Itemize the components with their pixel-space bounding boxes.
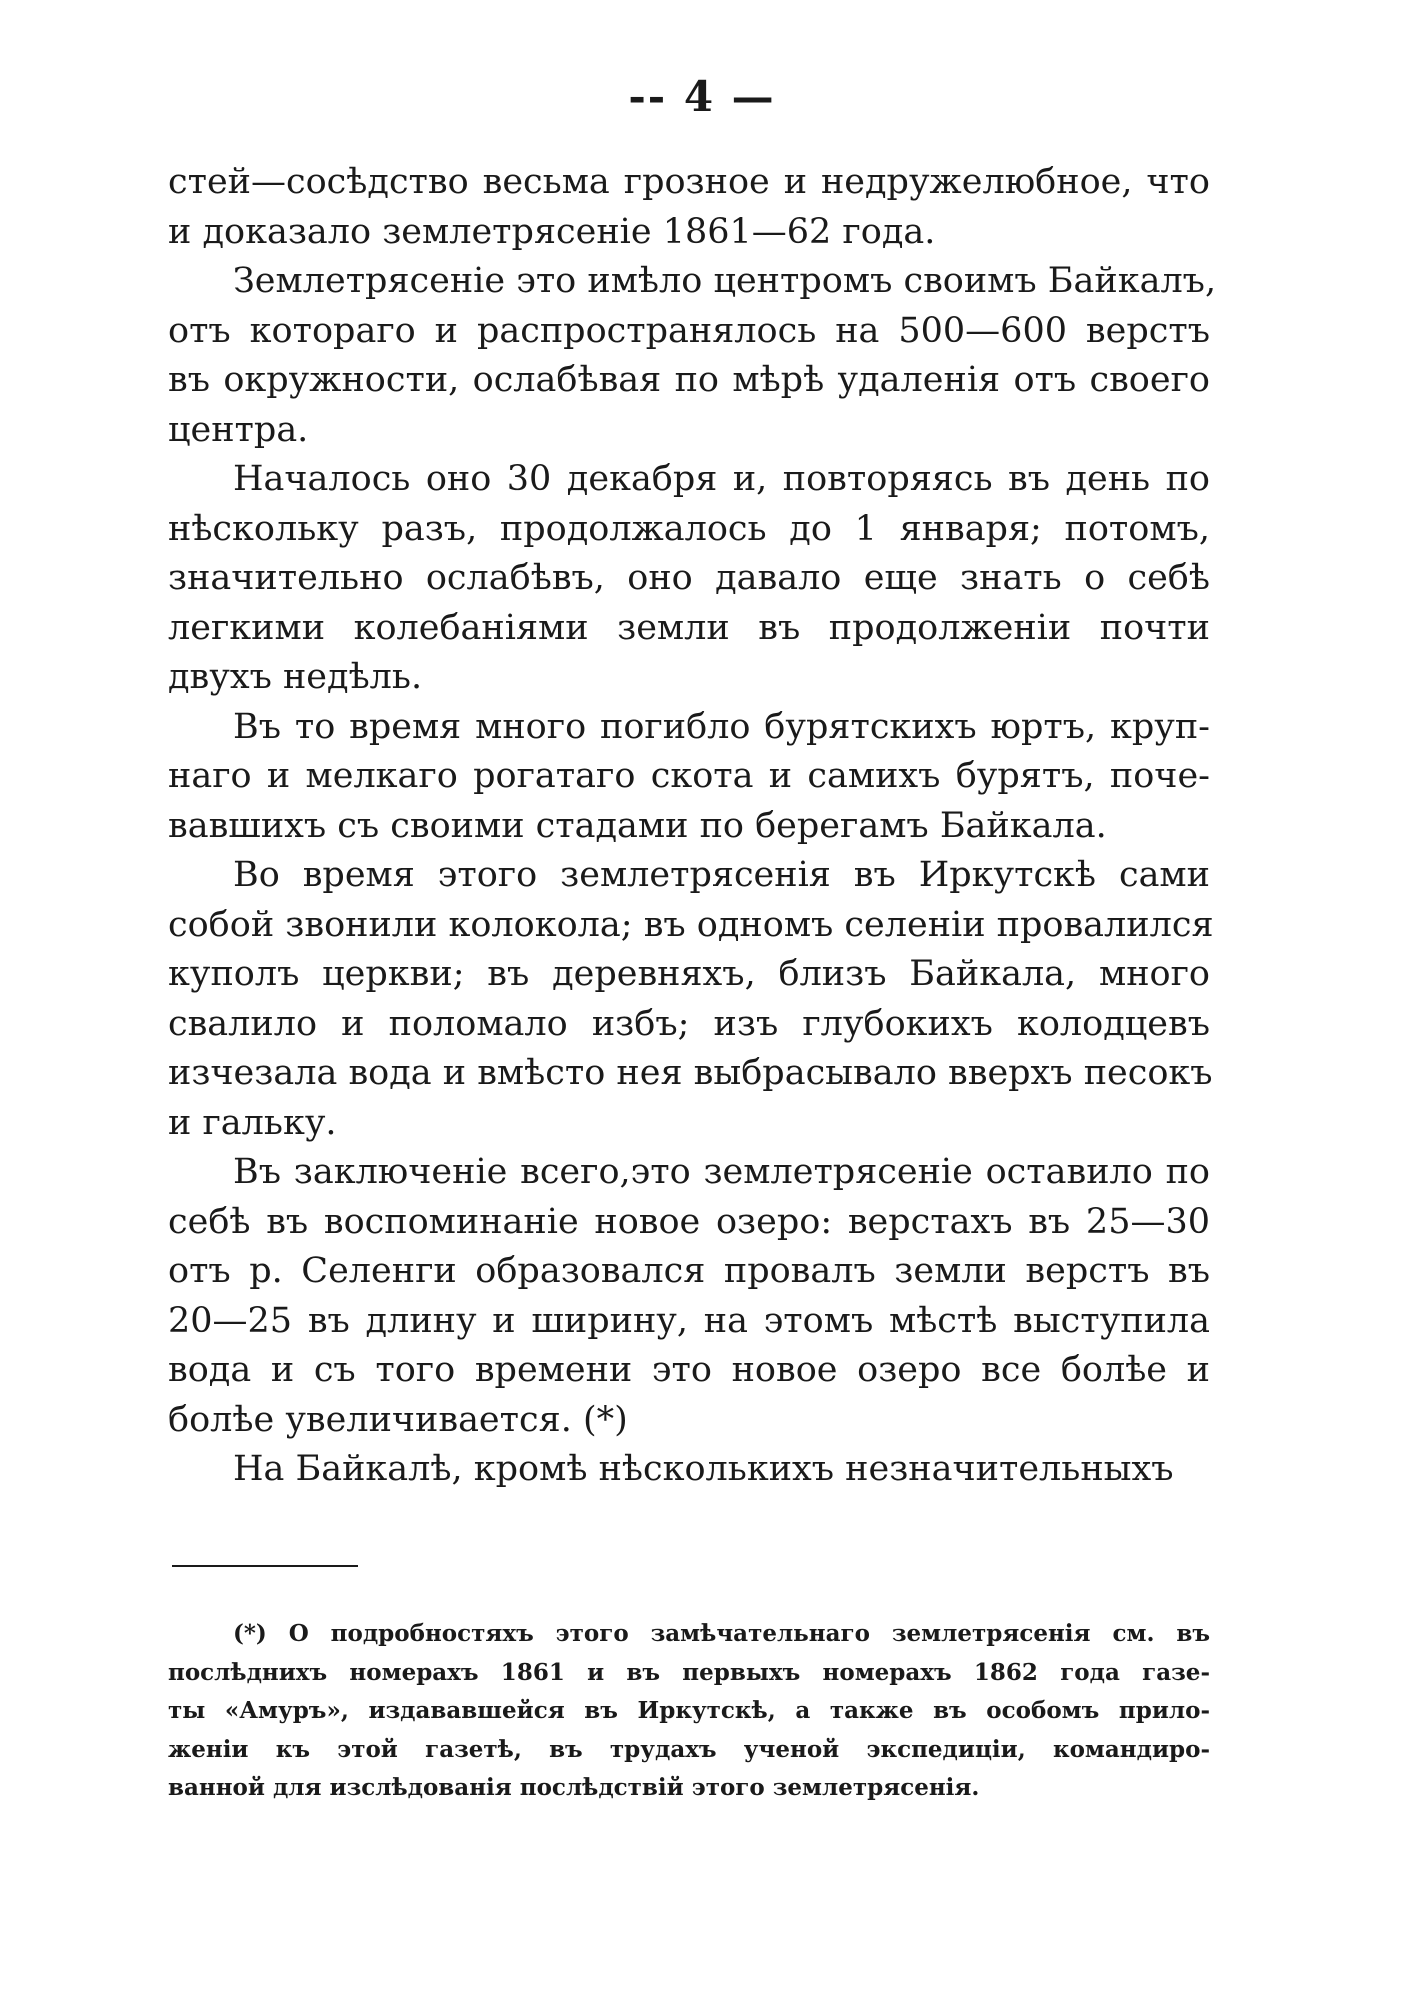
body-text (168, 158, 1217, 1495)
text-line: себѣ въ воспоминаніе новое озеро: верстахъ въ 25—30 (168, 1201, 1210, 1242)
text-line: Въ то время много погибло бурятскихъ юртъ, круп- (233, 706, 1210, 747)
text-line: изчезала вода и вмѣсто нея выбрасывало вверхъ песокъ (168, 1053, 1213, 1093)
text-line: въ окружности, ослабѣвая по мѣрѣ удаленія отъ своего (168, 360, 1210, 400)
footnote-line: (*) О подробностяхъ этого замѣчательнаго землетрясенія см. въ (233, 1620, 1210, 1647)
text-line: куполъ церкви; въ деревняхъ, близъ Байкала, много (168, 954, 1210, 994)
text-line: 20—25 въ длину и ширину, на этомъ мѣстѣ выступила (168, 1300, 1210, 1341)
text-line: болѣе увеличивается. (*) (168, 1399, 628, 1440)
paragraph (168, 1445, 1210, 1495)
paragraph (168, 703, 1210, 852)
text-line: нѣскольку разъ, продолжалось до 1 января; потомъ, (168, 508, 1210, 549)
footnote-line: послѣднихъ номерахъ 1861 и въ первыхъ номерахъ 1862 года газе- (168, 1658, 1210, 1686)
text-line: вода и съ того времени это новое озеро все болѣе и (168, 1350, 1210, 1390)
footnote-line: ванной для изслѣдованія послѣдствій этого землетрясенія. (168, 1774, 980, 1802)
footnote-rule (172, 1565, 358, 1567)
text-line: наго и мелкаго рогатаго скота и самихъ бурятъ, поче- (168, 756, 1210, 796)
paragraph (168, 851, 1214, 1148)
text-line: отъ р. Селенги образовался провалъ земли верстъ въ (168, 1251, 1210, 1291)
paragraph (168, 158, 1210, 257)
paragraph (168, 257, 1217, 455)
footnote (168, 1615, 1210, 1808)
paragraph (168, 1148, 1210, 1445)
paragraph (168, 455, 1210, 703)
text-line: Въ заключеніе всего,это землетрясеніе оставило по (233, 1152, 1210, 1192)
text-line: Началось оно 30 декабря и, повторяясь въ день по (233, 459, 1210, 499)
footnote-line: женіи къ этой газетѣ, въ трудахъ ученой экспедиціи, командиро- (168, 1735, 1210, 1763)
text-line: отъ котораго и распространялось на 500—600 верстъ (168, 310, 1210, 351)
text-line: собой звонили колокола; въ одномъ селеніи провалился (168, 904, 1214, 945)
text-line: вавшихъ съ своими стадами по берегамъ Байкала. (168, 805, 1107, 846)
text-line: центра. (168, 409, 309, 450)
text-line: свалило и поломало избъ; изъ глубокихъ колодцевъ (168, 1003, 1210, 1044)
page-number: -- 4 — (628, 72, 776, 121)
text-line: Землетрясеніе это имѣло центромъ своимъ Байкалъ, (233, 261, 1217, 301)
text-line: Во время этого землетрясенія въ Иркутскѣ сами (233, 855, 1210, 895)
text-line: значительно ослабѣвъ, оно давало еще знать о себѣ (168, 558, 1210, 598)
text-line: легкими колебаніями земли въ продолженіи почти (168, 607, 1210, 648)
text-line: На Байкалѣ, кромѣ нѣсколькихъ незначительныхъ (233, 1449, 1174, 1489)
text-line: двухъ недѣль. (168, 657, 423, 697)
text-line: стей—сосѣдство весьма грозное и недружелюбное, что (168, 162, 1210, 202)
footnote-line: ты «Амуръ», издававшейся въ Иркутскѣ, а также въ особомъ прило- (168, 1697, 1210, 1725)
text-line: и доказало землетрясеніе 1861—62 года. (168, 211, 936, 252)
text-line: и гальку. (168, 1102, 337, 1143)
